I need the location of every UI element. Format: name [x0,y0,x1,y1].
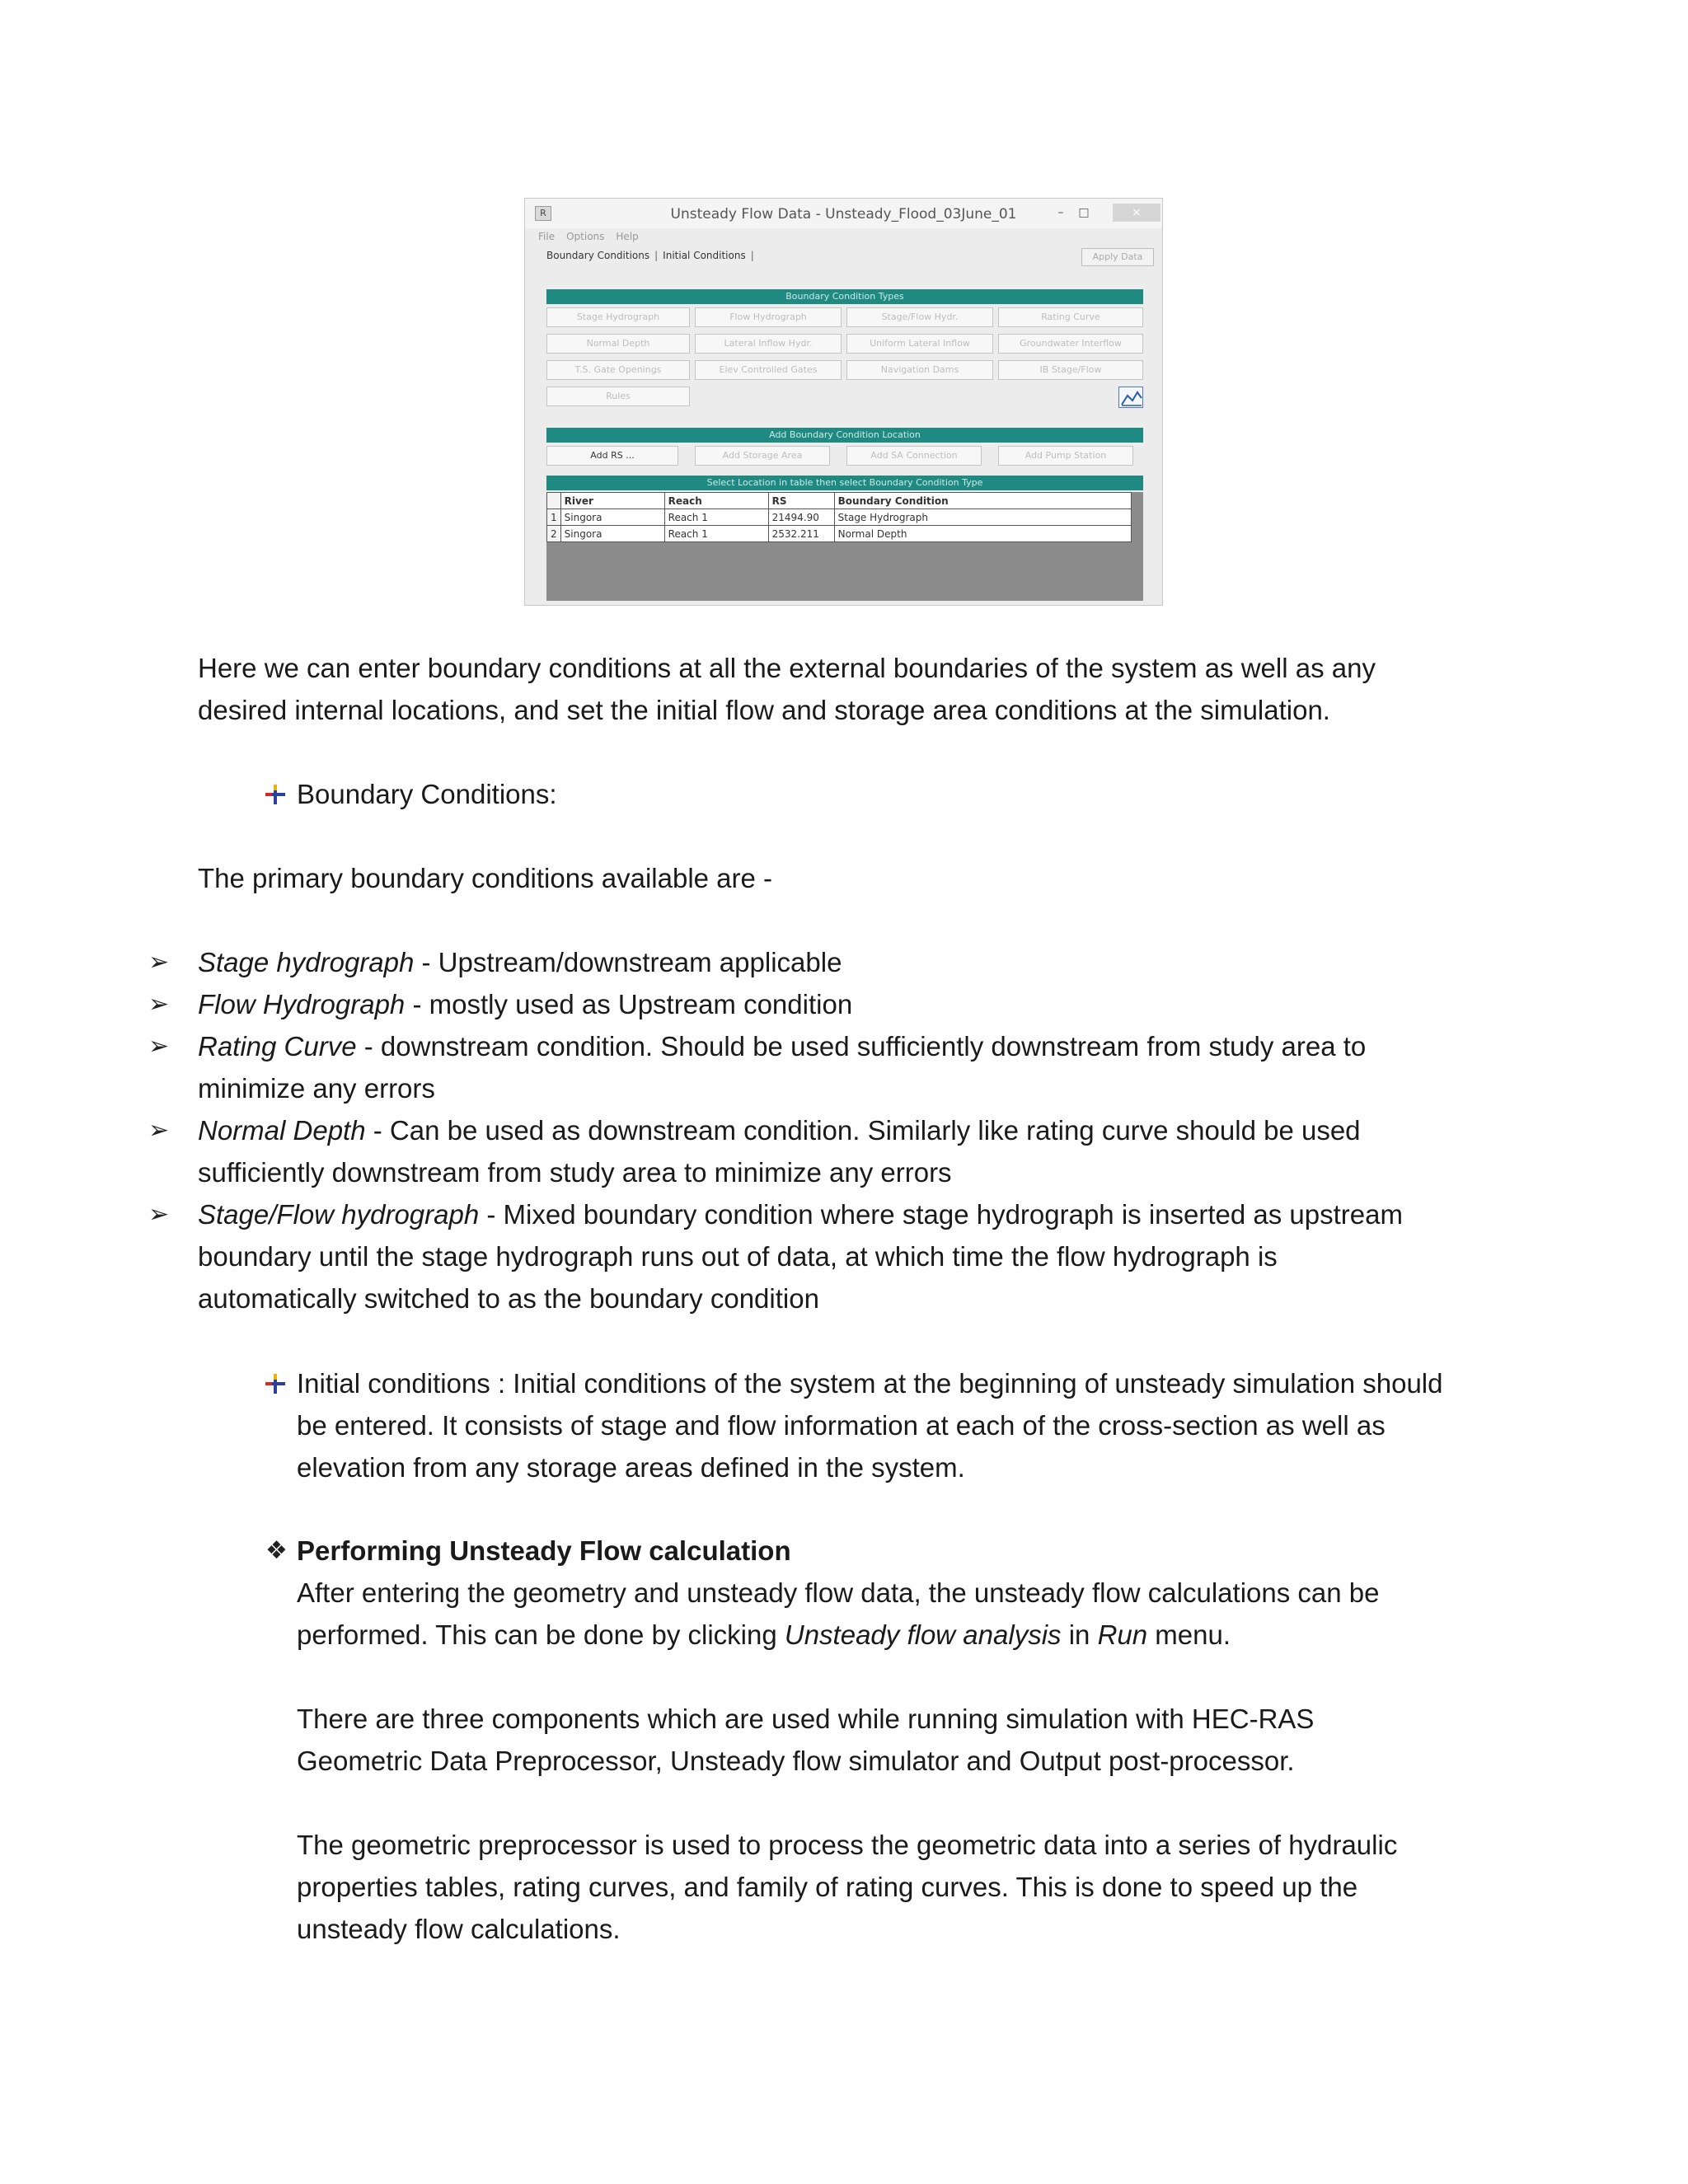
close-icon[interactable]: × [1113,204,1160,222]
menu-reference: Run [1097,1619,1148,1650]
initial-line: Initial conditions : Initial conditions of the system at the beginning of unsteady simulation should [297,1368,1443,1399]
bc-heading [297,773,1451,815]
arrow-bullet-icon: ➢ [148,1201,170,1228]
list-item [148,941,1500,983]
tab-row [525,245,1162,268]
bullet-text: - Can be used as downstream condition. Similarly like rating curve should be used [365,1115,1361,1146]
tab-separator: | [654,250,659,261]
normal-depth-button[interactable]: Normal Depth [546,334,690,354]
list-item [148,1109,1500,1193]
rating-curve-button[interactable]: Rating Curve [998,307,1143,327]
preprocessor-line: The geometric preprocessor is used to process the geometric data into a series of hydraulic [297,1830,1398,1860]
maximize-icon[interactable]: □ [1078,206,1090,219]
header-boundary-condition: Boundary Condition [834,493,1131,509]
header-rs: RS [768,493,834,509]
header-river: River [560,493,664,509]
table-corner [547,493,561,509]
list-item [148,1193,1500,1319]
performing-line: After entering the geometry and unsteady flow data, the unsteady flow calculations can be [297,1577,1380,1608]
text-run: menu. [1147,1619,1231,1650]
uniform-lateral-inflow-button[interactable]: Uniform Lateral Inflow [846,334,993,354]
unsteady-flow-window [524,198,1163,606]
flow-hydrograph-button[interactable]: Flow Hydrograph [695,307,842,327]
add-pump-station-button[interactable]: Add Pump Station [998,446,1133,466]
add-storage-area-button[interactable]: Add Storage Area [695,446,830,466]
bullet-text: automatically switched to as the boundary condition [198,1283,819,1314]
bullet-term: Stage/Flow hydrograph [198,1199,480,1230]
diamond-bullet-icon: ❖ [265,1537,288,1564]
preprocessor-paragraph [297,1824,1500,1950]
apply-data-button[interactable]: Apply Data [1081,248,1154,266]
cell-reach[interactable]: Reach 1 [664,526,768,542]
cell-boundary-condition[interactable]: Stage Hydrograph [834,509,1131,526]
intro-line: Here we can enter boundary conditions at all the external boundaries of the system as well as any [198,653,1376,683]
bullet-term: Rating Curve [198,1031,357,1062]
bullet-text: boundary until the stage hydrograph runs out of data, at which time the flow hydrograph is [198,1241,1278,1272]
add-location-header: Add Boundary Condition Location [546,428,1143,443]
ts-gate-openings-button[interactable]: T.S. Gate Openings [546,360,690,380]
intro-line: desired internal locations, and set the initial flow and storage area conditions at the simulation. [198,695,1330,725]
performing-heading: Performing Unsteady Flow calculation [297,1535,791,1566]
bc-heading-text: Boundary Conditions: [297,779,557,809]
bullet-text: - Upstream/downstream applicable [414,947,842,977]
cell-river[interactable]: Singora [560,509,664,526]
initial-conditions [297,1362,1500,1488]
stage-flow-hydr-button[interactable]: Stage/Flow Hydr. [846,307,993,327]
plus-arrow-bullet-icon [264,1372,287,1395]
rules-button[interactable]: Rules [546,387,690,406]
location-table [546,492,1143,601]
row-index: 1 [547,509,561,526]
bullet-term: Stage hydrograph [198,947,415,977]
arrow-bullet-icon: ➢ [148,1033,170,1060]
menu-help[interactable]: Help [616,231,639,242]
arrow-bullet-icon: ➢ [148,1117,170,1144]
performing-line [297,1614,1500,1656]
window-title: Unsteady Flow Data - Unsteady_Flood_03June_01 [670,206,1017,223]
groundwater-interflow-button[interactable]: Groundwater Interflow [998,334,1143,354]
menu-options[interactable]: Options [566,231,605,242]
plus-arrow-bullet-icon [264,783,287,806]
bc-types-header: Boundary Condition Types [546,289,1143,304]
text-run: performed. This can be done by clicking [297,1619,785,1650]
intro-paragraph [198,647,1484,731]
ib-stage-flow-button[interactable]: IB Stage/Flow [998,360,1143,380]
bullet-term: Flow Hydrograph [198,989,406,1019]
bullet-text: - Mixed boundary condition where stage hydrograph is inserted as upstream [479,1199,1403,1230]
arrow-bullet-icon: ➢ [148,949,170,976]
table-header-row [547,493,1132,509]
header-reach: Reach [664,493,768,509]
minimize-icon[interactable]: – [1057,206,1064,219]
add-rs-button[interactable]: Add RS ... [546,446,678,466]
tab-initial-conditions[interactable]: Initial Conditions [663,250,746,261]
cell-reach[interactable]: Reach 1 [664,509,768,526]
lateral-inflow-button[interactable]: Lateral Inflow Hydr. [695,334,842,354]
primary-intro: The primary boundary conditions available are - [198,863,773,893]
cell-boundary-condition[interactable]: Normal Depth [834,526,1131,542]
navigation-dams-button[interactable]: Navigation Dams [846,360,993,380]
bullet-text: minimize any errors [198,1073,435,1104]
cell-river[interactable]: Singora [560,526,664,542]
cell-rs[interactable]: 2532.211 [768,526,834,542]
tab-boundary-conditions[interactable]: Boundary Conditions [546,250,650,261]
tab-separator: | [750,250,754,261]
list-item [148,1025,1500,1109]
elev-controlled-gates-button[interactable]: Elev Controlled Gates [695,360,842,380]
menu-file[interactable]: File [538,231,556,242]
performing-section [265,1530,1500,1656]
components-paragraph [297,1698,1500,1782]
window-title-bar [525,199,1162,228]
text-run: in [1061,1619,1098,1650]
components-line: Geometric Data Preprocessor, Unsteady flow simulator and Output post-processor. [297,1746,1295,1776]
bullet-text: - mostly used as Upstream condition [405,989,853,1019]
menu-bar [525,228,1162,245]
initial-line: be entered. It consists of stage and flow information at each of the cross-section as well as [297,1410,1386,1441]
select-location-header: Select Location in table then select Boundary Condition Type [546,476,1143,490]
cell-rs[interactable]: 21494.90 [768,509,834,526]
app-icon: R [535,206,551,221]
list-item [148,983,1500,1025]
stage-hydrograph-button[interactable]: Stage Hydrograph [546,307,690,327]
bullet-term: Normal Depth [198,1115,366,1146]
preprocessor-line: unsteady flow calculations. [297,1914,621,1944]
components-line: There are three components which are used while running simulation with HEC-RAS [297,1704,1315,1734]
menu-reference: Unsteady flow analysis [784,1619,1062,1650]
row-index: 2 [547,526,561,542]
bullet-text: sufficiently downstream from study area to minimize any errors [198,1157,952,1188]
table-row[interactable] [547,509,1132,526]
initial-line: elevation from any storage areas defined in the system. [297,1452,965,1483]
bullet-text: - downstream condition. Should be used sufficiently downstream from study area to [356,1031,1367,1062]
plot-icon[interactable] [1118,387,1143,408]
table-row[interactable] [547,526,1132,542]
preprocessor-line: properties tables, rating curves, and family of rating curves. This is done to speed up the [297,1872,1358,1902]
add-sa-connection-button[interactable]: Add SA Connection [846,446,982,466]
arrow-bullet-icon: ➢ [148,991,170,1018]
